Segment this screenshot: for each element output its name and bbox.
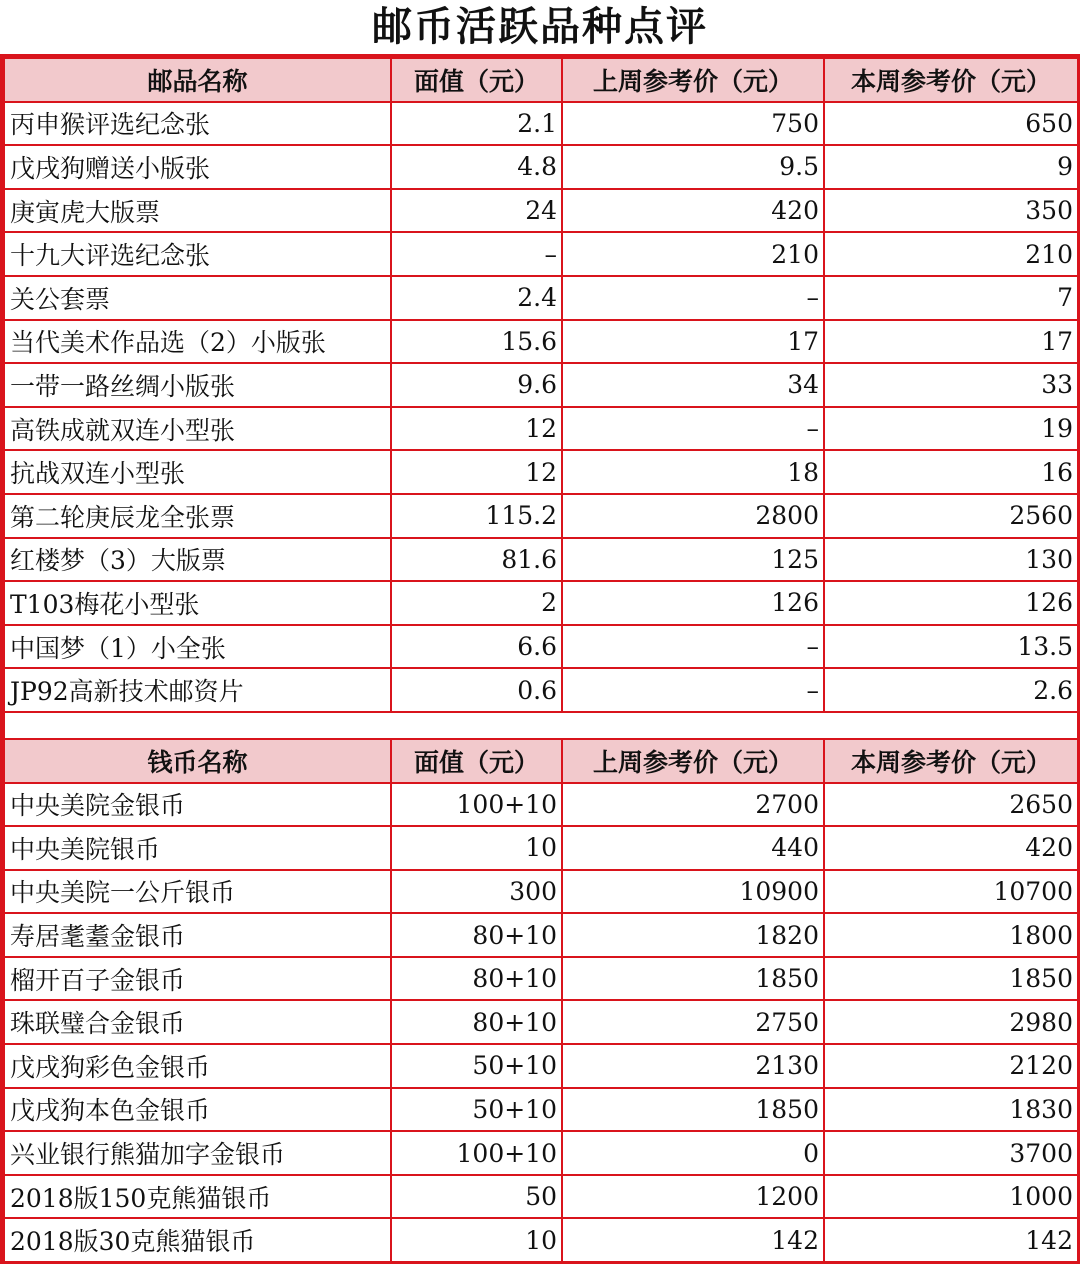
coins-cell-name: 戊戌狗本色金银币: [4, 1088, 391, 1132]
coins-cell-face-value: 50: [391, 1175, 562, 1219]
stamps-cell-name: T103梅花小型张: [4, 581, 391, 625]
coins-cell-name: 寿居耄耋金银币: [4, 913, 391, 957]
table-row: [4, 581, 1078, 625]
stamps-cell-name: 抗战双连小型张: [4, 450, 391, 494]
price-table-frame: [0, 54, 1080, 1264]
coins-cell-face-value: 100+10: [391, 783, 562, 827]
page-title: 邮币活跃品种点评: [372, 4, 708, 50]
stamps-cell-face-value: 12: [391, 407, 562, 451]
coins-cell-this-week-price: 3700: [824, 1131, 1078, 1175]
stamps-cell-name: 一带一路丝绸小版张: [4, 363, 391, 407]
stamps-cell-this-week-price: 2.6: [824, 668, 1078, 712]
stamps-cell-last-week-price: 750: [562, 102, 824, 146]
stamps-cell-last-week-price: 420: [562, 189, 824, 233]
stamps-cell-face-value: 12: [391, 450, 562, 494]
stamps-cell-this-week-price: 9: [824, 145, 1078, 189]
table-row: [4, 668, 1078, 712]
table-row: [4, 1044, 1078, 1088]
coins-cell-face-value: 10: [391, 1218, 562, 1262]
coins-cell-this-week-price: 142: [824, 1218, 1078, 1262]
stamps-header-this-week-price: 本周参考价（元）: [824, 58, 1078, 102]
coins-cell-face-value: 50+10: [391, 1088, 562, 1132]
coins-cell-last-week-price: 142: [562, 1218, 824, 1262]
coins-cell-face-value: 100+10: [391, 1131, 562, 1175]
price-table: [3, 57, 1079, 1263]
coins-cell-last-week-price: 2750: [562, 1000, 824, 1044]
table-row: [4, 102, 1078, 146]
stamps-cell-last-week-price: –: [562, 276, 824, 320]
coins-cell-last-week-price: 2700: [562, 783, 824, 827]
stamps-cell-last-week-price: 34: [562, 363, 824, 407]
coins-cell-this-week-price: 1830: [824, 1088, 1078, 1132]
section-spacer: [4, 712, 1078, 739]
stamps-cell-this-week-price: 13.5: [824, 625, 1078, 669]
stamps-header-last-week-price: 上周参考价（元）: [562, 58, 824, 102]
stamps-header-row: [4, 58, 1078, 102]
coins-cell-last-week-price: 1850: [562, 1088, 824, 1132]
stamps-cell-this-week-price: 17: [824, 320, 1078, 364]
table-row: [4, 189, 1078, 233]
table-row: [4, 407, 1078, 451]
table-row: [4, 320, 1078, 364]
table-row: [4, 957, 1078, 1001]
table-row: [4, 494, 1078, 538]
coins-cell-last-week-price: 10900: [562, 870, 824, 914]
price-table-body: [4, 58, 1078, 1262]
coins-cell-this-week-price: 2120: [824, 1044, 1078, 1088]
coins-cell-name: 中央美院一公斤银币: [4, 870, 391, 914]
coins-header-name: 钱币名称: [4, 739, 391, 783]
stamps-cell-name: 关公套票: [4, 276, 391, 320]
stamps-cell-last-week-price: 125: [562, 538, 824, 582]
stamps-cell-this-week-price: 19: [824, 407, 1078, 451]
table-row: [4, 363, 1078, 407]
stamps-cell-last-week-price: –: [562, 407, 824, 451]
stamps-cell-last-week-price: 18: [562, 450, 824, 494]
stamps-cell-name: 第二轮庚辰龙全张票: [4, 494, 391, 538]
stamps-cell-face-value: 0.6: [391, 668, 562, 712]
stamps-cell-last-week-price: 9.5: [562, 145, 824, 189]
coins-cell-this-week-price: 1000: [824, 1175, 1078, 1219]
stamps-cell-last-week-price: 210: [562, 232, 824, 276]
coins-cell-last-week-price: 1850: [562, 957, 824, 1001]
stamps-cell-name: JP92高新技术邮资片: [4, 668, 391, 712]
table-row: [4, 826, 1078, 870]
stamps-cell-face-value: 2.1: [391, 102, 562, 146]
stamps-header-name: 邮品名称: [4, 58, 391, 102]
stamps-cell-face-value: 15.6: [391, 320, 562, 364]
table-row: [4, 783, 1078, 827]
table-row: [4, 870, 1078, 914]
coins-cell-name: 榴开百子金银币: [4, 957, 391, 1001]
coins-cell-name: 戊戌狗彩色金银币: [4, 1044, 391, 1088]
coins-cell-name: 中央美院金银币: [4, 783, 391, 827]
coins-cell-face-value: 80+10: [391, 1000, 562, 1044]
coins-cell-last-week-price: 0: [562, 1131, 824, 1175]
coins-cell-this-week-price: 1800: [824, 913, 1078, 957]
stamps-cell-last-week-price: 2800: [562, 494, 824, 538]
stamps-cell-name: 丙申猴评选纪念张: [4, 102, 391, 146]
stamps-cell-this-week-price: 130: [824, 538, 1078, 582]
coins-cell-last-week-price: 1200: [562, 1175, 824, 1219]
coins-header-face-value: 面值（元）: [391, 739, 562, 783]
stamps-cell-this-week-price: 350: [824, 189, 1078, 233]
stamps-cell-name: 高铁成就双连小型张: [4, 407, 391, 451]
stamps-cell-this-week-price: 33: [824, 363, 1078, 407]
stamps-cell-this-week-price: 126: [824, 581, 1078, 625]
coins-cell-last-week-price: 1820: [562, 913, 824, 957]
coins-header-this-week-price: 本周参考价（元）: [824, 739, 1078, 783]
coins-cell-last-week-price: 2130: [562, 1044, 824, 1088]
stamps-cell-last-week-price: 126: [562, 581, 824, 625]
stamps-cell-face-value: –: [391, 232, 562, 276]
coins-cell-face-value: 10: [391, 826, 562, 870]
stamps-cell-face-value: 2: [391, 581, 562, 625]
table-row: [4, 1175, 1078, 1219]
coins-cell-face-value: 50+10: [391, 1044, 562, 1088]
coins-cell-face-value: 80+10: [391, 957, 562, 1001]
coins-header-last-week-price: 上周参考价（元）: [562, 739, 824, 783]
table-row: [4, 145, 1078, 189]
stamps-cell-name: 戊戌狗赠送小版张: [4, 145, 391, 189]
coins-cell-name: 中央美院银币: [4, 826, 391, 870]
stamps-cell-face-value: 2.4: [391, 276, 562, 320]
coins-cell-this-week-price: 10700: [824, 870, 1078, 914]
stamps-cell-name: 中国梦（1）小全张: [4, 625, 391, 669]
stamps-cell-this-week-price: 650: [824, 102, 1078, 146]
table-row: [4, 276, 1078, 320]
table-row: [4, 1131, 1078, 1175]
stamps-cell-name: 当代美术作品选（2）小版张: [4, 320, 391, 364]
stamps-cell-this-week-price: 210: [824, 232, 1078, 276]
table-row: [4, 1218, 1078, 1262]
section-spacer-row: [4, 712, 1078, 739]
stamps-cell-face-value: 4.8: [391, 145, 562, 189]
table-row: [4, 450, 1078, 494]
table-row: [4, 538, 1078, 582]
stamps-cell-name: 红楼梦（3）大版票: [4, 538, 391, 582]
coins-cell-face-value: 300: [391, 870, 562, 914]
coins-header-row: [4, 739, 1078, 783]
coins-cell-this-week-price: 2650: [824, 783, 1078, 827]
table-row: [4, 913, 1078, 957]
stamps-cell-name: 十九大评选纪念张: [4, 232, 391, 276]
stamps-cell-face-value: 6.6: [391, 625, 562, 669]
stamps-cell-face-value: 9.6: [391, 363, 562, 407]
stamps-cell-name: 庚寅虎大版票: [4, 189, 391, 233]
stamps-cell-face-value: 24: [391, 189, 562, 233]
coins-cell-this-week-price: 2980: [824, 1000, 1078, 1044]
coins-cell-this-week-price: 420: [824, 826, 1078, 870]
stamps-cell-last-week-price: 17: [562, 320, 824, 364]
table-row: [4, 1088, 1078, 1132]
stamps-cell-this-week-price: 2560: [824, 494, 1078, 538]
table-row: [4, 1000, 1078, 1044]
coins-cell-face-value: 80+10: [391, 913, 562, 957]
stamps-cell-last-week-price: –: [562, 625, 824, 669]
coins-cell-name: 2018版150克熊猫银币: [4, 1175, 391, 1219]
coins-cell-last-week-price: 440: [562, 826, 824, 870]
coins-cell-this-week-price: 1850: [824, 957, 1078, 1001]
coins-cell-name: 兴业银行熊猫加字金银币: [4, 1131, 391, 1175]
stamps-cell-last-week-price: –: [562, 668, 824, 712]
coins-cell-name: 珠联璧合金银币: [4, 1000, 391, 1044]
stamps-cell-this-week-price: 16: [824, 450, 1078, 494]
table-row: [4, 232, 1078, 276]
stamps-cell-this-week-price: 7: [824, 276, 1078, 320]
stamps-cell-face-value: 115.2: [391, 494, 562, 538]
stamps-cell-face-value: 81.6: [391, 538, 562, 582]
coins-cell-name: 2018版30克熊猫银币: [4, 1218, 391, 1262]
table-row: [4, 625, 1078, 669]
stamps-header-face-value: 面值（元）: [391, 58, 562, 102]
